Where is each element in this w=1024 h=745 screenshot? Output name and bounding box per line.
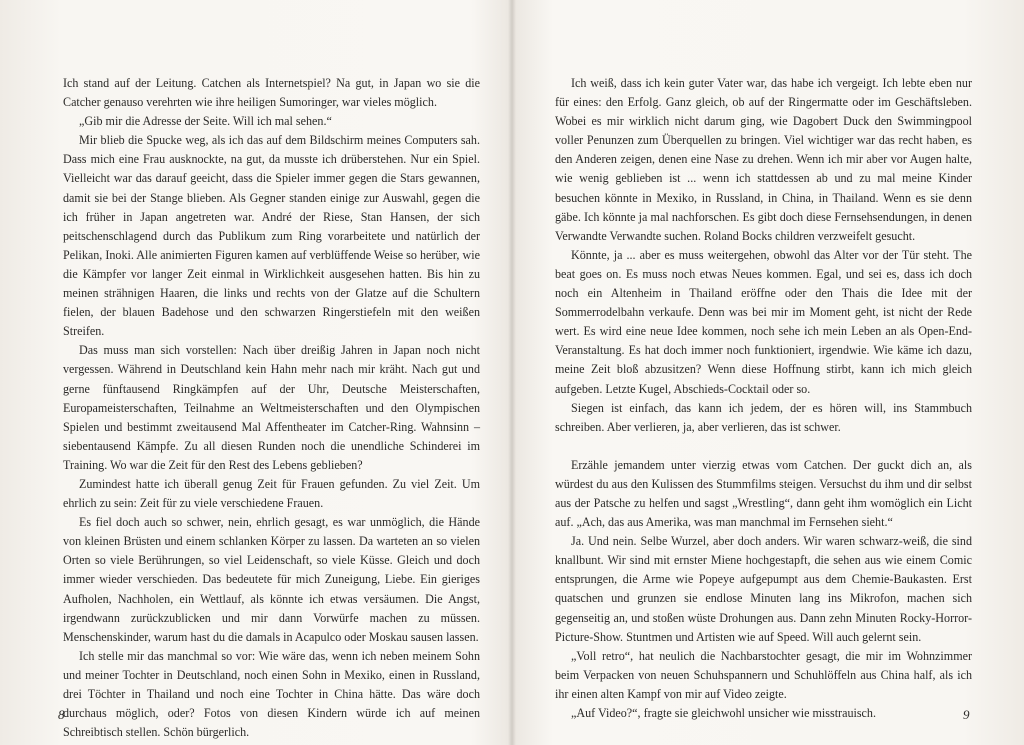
left-paragraph-7: Ich stelle mir das manchmal so vor: Wie wäre das, wenn ich neben meinem Sohn und meiner Tochter in Deutschland, noch einen Sohn in Mexiko, einen in Russland, drei Töchter in Thailand und noch eine Tochter in China hätte. Das wäre doch durchaus möglich, oder? Fotos von diesen Kindern würde ich auf meinen Schreibtisch stellen. Schön bürgerlich. [63,648,480,740]
right-paragraph-3: Siegen ist einfach, das kann ich jedem, der es hören will, ins Stammbuch schreiben. Aber verlieren, ja, aber verlieren, das ist schwer. [555,400,972,434]
left-paragraph-5: Zumindest hatte ich überall genug Zeit für Frauen gefunden. Zu viel Zeit. Um ehrlich zu sein: Zeit für zu viele verschiedene Frauen. [63,476,480,511]
right-paragraph-2: Könnte, ja ... aber es muss weitergehen, obwohl das Alter vor der Tür steht. The beat goes on. Es muss noch etwas Neues kommen. Egal, und sei es, dass ich doch noch ein Altenheim in Thailand eröffne oder den Thais die Idee mit der Sommerrodelbahn verkaufe. Denn was bei mir im Moment geht, ist nicht der Rede wert. Es wird eine neue Idee kommen, noch sehe ich mein Leben an als Open-End-Veranstaltung. Es hat doch immer noch funktioniert, irgendwie. Wie käme ich dazu, meine Zeit bloß abzusitzen? Wenn diese Hoffnung stirbt, kann ich mich gleich aufgeben. Letzte Kugel, Abschieds-Cocktail oder so. [555,247,972,396]
right-page-number: 9 [963,707,970,722]
left-page-text [63,74,480,742]
right-paragraph-1: Ich weiß, dass ich kein guter Vater war, das habe ich vergeigt. Ich lebte eben nur für eines: den Erfolg. Ganz gleich, ob auf der Ringermatte oder im Geschäftsleben. Wobei es mir wirklich nicht darum ging, wie Dagobert Duck den Swimmingpool voller Penunzen zum Überquellen zu bringen. Viel wichtiger war das recht haben, es den Anderen zeigen, denen eine Nase zu drehen. Wenn ich mir aber vor Augen halte, wie wenig geblieben ist ... wenn ich stattdessen ab und zu mal meine Kinder besuchen könnte in Mexiko, in Russland, in China, in Thailand. Wenn es sie denn gäbe. Ich könnte ja mal nachforschen. Es gibt doch diese Fernsehsendungen, in denen Verwandte Verwandte suchen. Roland Bocks children verzweifelt gesucht. [555,76,972,243]
left-paragraph-4: Das muss man sich vorstellen: Nach über dreißig Jahren in Japan noch nicht vergessen. Während in Deutschland kein Hahn mehr nach mir kräht. Nach gut und gerne fünftausend Ringkämpfen auf der Uhr, Deutsche Meisterschaften, Europameisterschaften, Teilnahme an Weltmeisterschaften und den Olympischen Spielen und bestimmt zweitausend Mal Affentheater im Catcher-Ring. Wahnsinn – siebentausend Kämpfe. Zu all diesen Runden noch die unendliche Schinderei im Training. Wo war die Zeit für den Rest des Lebens geblieben? [63,343,480,472]
right-paragraph-5: Ja. Und nein. Selbe Wurzel, aber doch anders. Wir waren schwarz-weiß, die sind knallbunt. Wir sind mit ernster Miene hochgestapft, die sehen aus wie einem Comic entsprungen, die Arme wie Popeye aufgepumpt aus dem Chemie-Baukasten. Erst quatschen und grunzen sie endlose Minuten lang ins Mikrofon, machen sich gegenseitig an, und stoßen wüste Drohungen aus. Dann zehn Minuten Rocky-Horror-Picture-Show. Stuntmen und Artisten wie auf Speed. Will auch gelernt sein. [555,534,972,644]
right-page-text [555,74,972,723]
right-paragraph-4: Erzähle jemandem unter vierzig etwas vom Catchen. Der guckt dich an, als würdest du aus den Kulissen des Stummfilms steigen. Versuchst du ihm und dir selbst aus der Patsche zu helfen und sagst „Wrestling“, dann geht ihm womöglich ein Licht auf. „Ach, das aus Amerika, was man manchmal im Fernsehen sieht.“ [555,457,972,530]
left-page-number: 8 [58,707,65,722]
left-paragraph-6: Es fiel doch auch so schwer, nein, ehrlich gesagt, es war unmöglich, die Hände von kleinen Brüsten und einem schlanken Körper zu lassen. Da warteten an so vielen Orten so viele Berührungen, so viel Leidenschaft, so viele Küsse. Gleich und doch immer wieder verschieden. Das bedeutete für mich Zuneigung, Liebe. Ein gieriges Aufholen, Nachholen, ein Wettlauf, als könnte ich etwas versäumen. Die Angst, irgendwann zurückzublicken und mir dann Vorwürfe machen zu müssen. Menschenskinder, warum hast du die damals in Acapulco oder Moskau sausen lassen. [63,515,480,644]
left-paragraph-3: Mir blieb die Spucke weg, als ich das auf dem Bildschirm meines Computers sah. Dass mich eine Frau ausknockte, na gut, da musste ich drüberstehen. Nur ein Spiel. Vielleicht war das darauf geeicht, dass die Spieler immer gegen die Stars gewannen, damit sie bei der Stange blieben. Als Gegner standen einige zur Auswahl, gegen die ich früher in Japan angetreten war. André der Riese, Stan Hansen, der sich peitschenschlagend durch das Publikum zum Ring vorarbeitete und natürlich der Pelikan, Inoki. Alle animierten Figuren kamen auf verblüffende Weise so herüber, wie die Kämpfer vor langer Zeit einmal in Wirklichkeit ausgesehen hatten. Bis hin zu meinen strähnigen Haaren, die links und rechts von der Glatze auf die Schultern fielen, der blauen Badehose und den schwarzen Ringerstiefeln mit den weißen Streifen. [63,133,480,339]
right-paragraph-6: „Voll retro“, hat neulich die Nachbarstochter gesagt, die mir im Wohnzimmer beim Verpacken von neuen Schuhspannern und Schuhlöffeln aus China half, als ich ihr einen alten Kampf von mir auf Video zeigte. [555,648,972,701]
left-paragraph-2: „Gib mir die Adresse der Seite. Will ich mal sehen.“ [79,114,332,129]
book-gutter [508,0,516,745]
right-paragraph-7: „Auf Video?“, fragte sie gleichwohl unsicher wie misstrauisch. [571,706,876,720]
left-paragraph-1: Ich stand auf der Leitung. Catchen als Internetspiel? Na gut, in Japan wo sie die Catcher genauso verehrten wie ihre heiligen Sumoringer, war vieles möglich. [63,76,480,110]
